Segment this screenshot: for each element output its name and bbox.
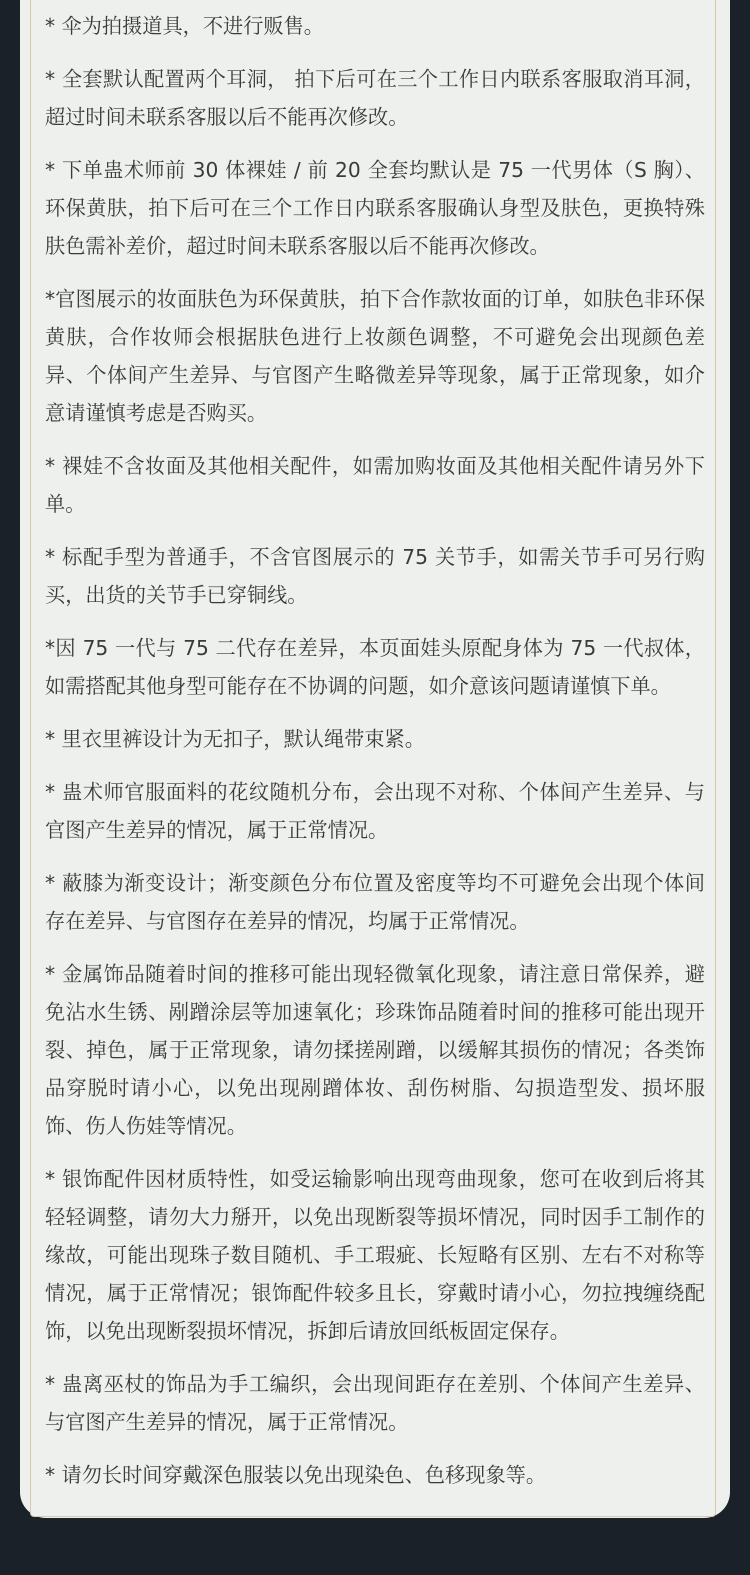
notice-item: * 全套默认配置两个耳洞， 拍下后可在三个工作日内联系客服取消耳洞，超过时间未联系客服以后不能再次修改。	[45, 67, 705, 129]
card-corner-notch-left	[8, 1523, 38, 1553]
notice-item: * 标配手型为普通手，不含官图展示的 75 关节手，如需关节手可另行购买，出货的关节手已穿铜线。	[45, 545, 705, 607]
notice-item: * 银饰配件因材质特性，如受运输影响出现弯曲现象，您可在收到后将其轻轻调整，请勿大力掰开，以免出现断裂等损坏情况，同时因手工制作的缘故，可能出现珠子数目随机、手工瑕疵、长短略有区别、左右不对称等情况，属于正常情况；银饰配件较多且长，穿戴时请小心，勿拉拽缠绕配饰，以免出现断裂损坏情况，拆卸后请放回纸板固定保存。	[45, 1167, 705, 1343]
notice-item: * 下单蛊术师前 30 体裸娃 / 前 20 全套均默认是 75 一代男体（S 胸）、环保黄肤，拍下后可在三个工作日内联系客服确认身型及肤色，更换特殊肤色需补差价，超过时间未联系客服以后不能再次修改。	[45, 158, 705, 258]
card-corner-notch-right	[712, 1523, 742, 1553]
notice-item: * 蛊离巫杖的饰品为手工编织，会出现间距存在差别、个体间产生差异、与官图产生差异的情况，属于正常情况。	[45, 1372, 705, 1434]
notice-item: *因 75 一代与 75 二代存在差异，本页面娃头原配身体为 75 一代叔体，如需搭配其他身型可能存在不协调的问题，如介意该问题请谨慎下单。	[45, 636, 705, 698]
notice-item: * 蔽膝为渐变设计；渐变颜色分布位置及密度等均不可避免会出现个体间存在差异、与官图存在差异的情况，均属于正常情况。	[45, 871, 705, 933]
notice-item: * 裸娃不含妆面及其他相关配件，如需加购妆面及其他相关配件请另外下单。	[45, 454, 705, 516]
notice-item: *官图展示的妆面肤色为环保黄肤，拍下合作款妆面的订单，如肤色非环保黄肤，合作妆师会根据肤色进行上妆颜色调整，不可避免会出现颜色差异、个体间产生差异、与官图产生略微差异等现象，属于正常现象，如介意请谨慎考虑是否购买。	[45, 287, 705, 425]
notice-item: * 金属饰品随着时间的推移可能出现轻微氧化现象，请注意日常保养，避免沾水生锈、剐蹭涂层等加速氧化；珍珠饰品随着时间的推移可能出现开裂、掉色，属于正常现象，请勿揉搓剐蹭，以缓解其损伤的情况；各类饰品穿脱时请小心，以免出现剐蹭体妆、刮伤树脂、勾损造型发、损坏服饰、伤人伤娃等情况。	[45, 962, 705, 1138]
notice-item: * 蛊术师官服面料的花纹随机分布，会出现不对称、个体间产生差异、与官图产生差异的情况，属于正常情况。	[45, 780, 705, 842]
notice-item: * 请勿长时间穿戴深色服装以免出现染色、色移现象等。	[45, 1463, 547, 1487]
notice-item: * 里衣里裤设计为无扣子，默认绳带束紧。	[45, 727, 425, 751]
notice-list	[45, 7, 705, 1509]
notice-item: * 伞为拍摄道具，不进行贩售。	[45, 14, 324, 38]
